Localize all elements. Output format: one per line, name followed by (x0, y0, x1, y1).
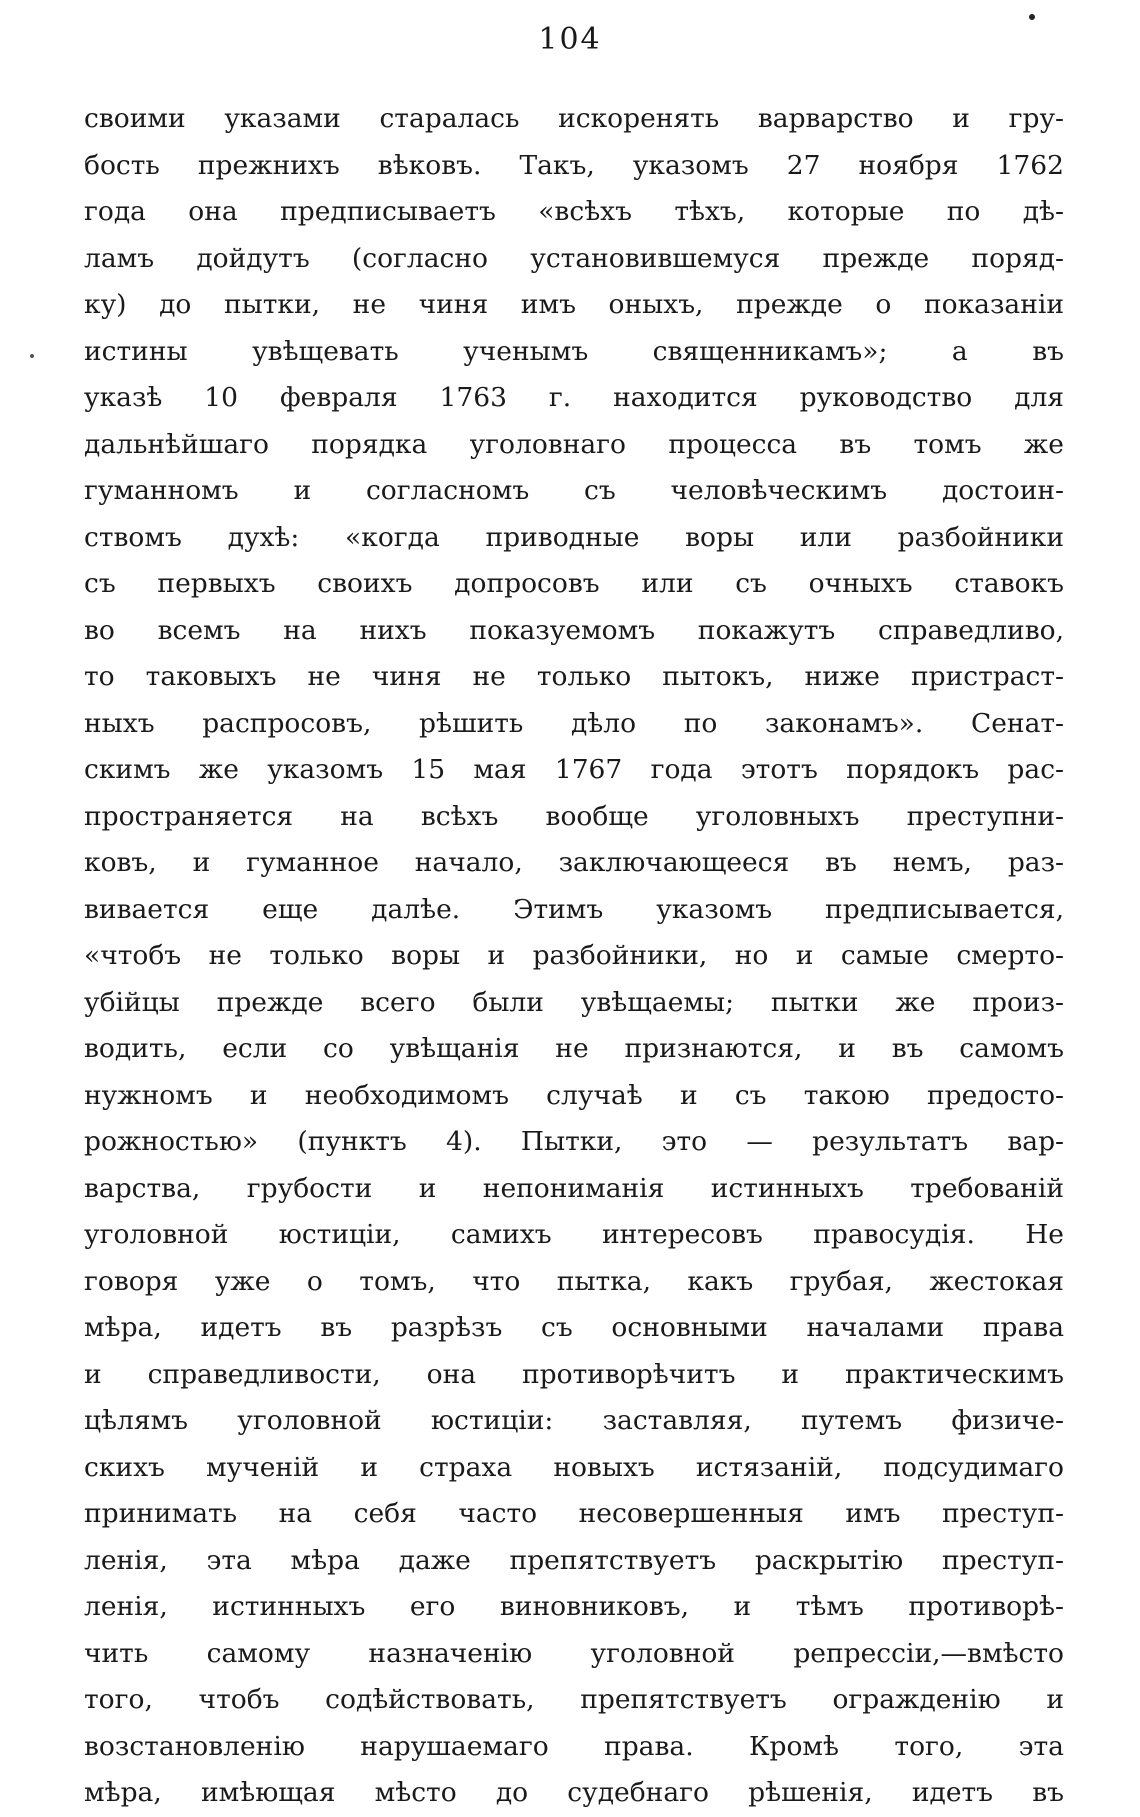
text-line: того, чтобъ содѣйствовать, препятствуетъ огражденію и (84, 1684, 1064, 1715)
margin-mark (30, 354, 34, 358)
text-line: и справедливости, она противорѣчитъ и практическимъ (84, 1358, 1064, 1390)
text-line: во всемъ на нихъ показуемомъ покажутъ справедливо, (84, 614, 1064, 646)
text-line: своими указами старалась искоренять варварство и гру- (84, 103, 1064, 134)
text-line: ку) до пытки, не чиня имъ оныхъ, прежде о показаніи (84, 289, 1064, 320)
text-line: цѣлямъ уголовной юстиціи: заставляя, путемъ физиче- (84, 1405, 1064, 1436)
text-line: нужномъ и необходимомъ случаѣ и съ такою предосто- (84, 1079, 1064, 1111)
text-line: чить самому назначенію уголовной репрессіи,—вмѣсто (84, 1637, 1064, 1669)
text-line: мѣра, идетъ въ разрѣзъ съ основными началами права (84, 1312, 1064, 1343)
text-line: ленія, истинныхъ его виновниковъ, и тѣмъ противорѣ- (84, 1591, 1064, 1622)
page-number: 104 (538, 22, 602, 57)
text-line: скихъ мученій и страха новыхъ истязаній, подсудимаго (84, 1451, 1064, 1483)
text-line: скимъ же указомъ 15 мая 1767 года этотъ порядокъ рас- (84, 754, 1064, 785)
body-text (84, 96, 1064, 1817)
text-line: уголовной юстиціи, самихъ интересовъ правосудія. Не (84, 1219, 1064, 1250)
text-line: ствомъ духѣ: «когда приводные воры или разбойники (84, 521, 1064, 553)
text-line: года она предписываетъ «всѣхъ тѣхъ, которые по дѣ- (84, 196, 1064, 227)
text-line: вивается еще далѣе. Этимъ указомъ предписывается, (84, 893, 1064, 925)
text-line: ламъ дойдутъ (согласно установившемуся прежде поряд- (84, 242, 1064, 274)
text-line: рожностью» (пунктъ 4). Пытки, это — результатъ вар- (84, 1126, 1064, 1157)
text-line: убійцы прежде всего были увѣщаемы; пытки же произ- (84, 986, 1064, 1018)
text-line: съ первыхъ своихъ допросовъ или съ очныхъ ставокъ (84, 568, 1064, 599)
text-line: ковъ, и гуманное начало, заключающееся въ немъ, раз- (84, 847, 1064, 878)
text-line: мѣра, имѣющая мѣсто до судебнаго рѣшенія, идетъ въ (84, 1777, 1064, 1808)
text-line: бость прежнихъ вѣковъ. Такъ, указомъ 27 ноября 1762 (84, 149, 1064, 181)
text-line: ленія, эта мѣра даже препятствуетъ раскрытію преступ- (84, 1544, 1064, 1576)
text-line: водить, если со увѣщанія не признаются, и въ самомъ (84, 1033, 1064, 1064)
text-line: говоря уже о томъ, что пытка, какъ грубая, жестокая (84, 1265, 1064, 1297)
text-line: варства, грубости и непониманія истинныхъ требованій (84, 1172, 1064, 1204)
text-line: принимать на себя часто несовершенныя имъ преступ- (84, 1498, 1064, 1529)
text-line: «чтобъ не только воры и разбойники, но и самые смерто- (84, 940, 1064, 971)
text-line: истины увѣщевать ученымъ священникамъ»; а въ (84, 335, 1064, 367)
text-line: то таковыхъ не чиня не только пытокъ, ниже пристраст- (84, 661, 1064, 692)
text-line: указѣ 10 февраля 1763 г. находится руководство для (84, 382, 1064, 413)
text-line: гуманномъ и согласномъ съ человѣческимъ достоин- (84, 475, 1064, 506)
ink-spot (1029, 14, 1035, 20)
text-line: пространяется на всѣхъ вообще уголовныхъ преступни- (84, 800, 1064, 832)
text-line: дальнѣйшаго порядка уголовнаго процесса въ томъ же (84, 428, 1064, 460)
text-line: возстановленію нарушаемаго права. Кромѣ того, эта (84, 1730, 1064, 1762)
text-line: ныхъ распросовъ, рѣшить дѣло по законамъ». Сенат- (84, 707, 1064, 739)
